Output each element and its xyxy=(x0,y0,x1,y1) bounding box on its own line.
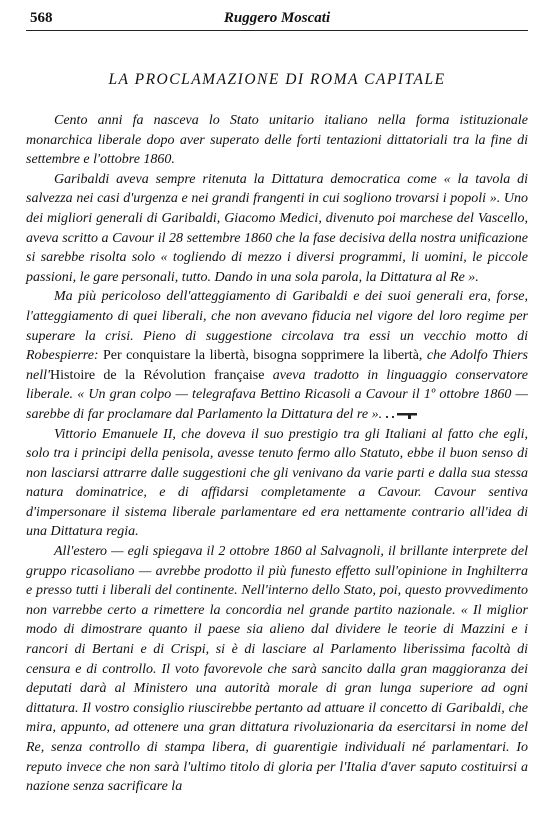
page-number: 568 xyxy=(30,10,53,26)
text-span: Per conquistare la libertà, bisogna sopprimere la libertà, xyxy=(103,348,427,364)
paragraph xyxy=(26,170,528,288)
text-span: All'estero — egli spiegava il 2 ottobre 1860 al Salvagnoli, il brillante interprete del gruppo ricasoliano — avrebbe prodotto il più funesto effetto sull'opinione in Inghilterra e presso tutti i liberali del continente. Nell'interno dello Stato, poi, questo provvedimento non varrebbe certo a rimettere la concordia nel grande partito nazionale. « Il miglior modo di dimostrare quanto il paese sia alieno dal dividere le teorie di Mazzini e i rancori di Bertani e di Crispi, si è di lasciare al Parlamento liberissima facoltà di censura e di controllo. Il voto favorevole che sarà sancito dalla gran maggioranza dei deputati darà al Ministero una autorità morale di gran lunga superiore ad ogni dittatura. Il vostro consiglio riuscirebbe pertanto ad attuare il concetto di Garibaldi, che mira, appunto, ad ottenere una gran dittatura rivoluzionaria da esercitarsi in nome del Re, senza controllo di stampa libera, di guarentigie individuali né parlamentari. Io reputo invece che non sarà l'ultimo titolo di gloria per l'Italia d'aver saputo costituirsi a nazione senza sacrificare la xyxy=(26,544,528,795)
text-span: Vittorio Emanuele II, che doveva il suo prestigio tra gli Italiani al fatto che egli, solo tra i principi della penisola, avesse tenuto fermo allo Statuto, ebbe il buon senso di non lasciarsi attrarre dalle suggestioni che gli venivano da varie parti e dalla sua stessa natura dominatrice, e di affidarsi completamente a Cavour. Cavour sentiva d'impersonare il sistema liberale parlamentare ed era nettamente contrario all'idea di una Dittatura regia. xyxy=(26,426,528,540)
text-span: Garibaldi aveva sempre ritenuta la Dittatura democratica come « la tavola di salvezza nei casi d'urgenza e nei grandi frangenti in cui sogliono trovarsi i popoli ». Uno dei migliori generali di Garibaldi, Giacomo Medici, divenuto poi marchese del Vascello, aveva scritto a Cavour il 28 settembre 1860 che la fase decisiva della nostra unificazione si sarebbe risolta solo « togliendo di mezzo i diversi programmi, li uomini, le piccole passioni, le gare personali, tutto. Dando in una sola parola, la Dittatura al Re ». xyxy=(26,171,528,285)
text-span: Histoire de la Révolution française xyxy=(50,367,273,383)
text-span: Cento anni fa nasceva lo Stato unitario italiano nella forma istituzionale monarchica liberale dopo aver superato delle forti tentazioni dittatoriali tra la fine di settembre e l'ottobre 1860. xyxy=(26,113,528,168)
paragraph xyxy=(26,287,528,424)
chapter-title: LA PROCLAMAZIONE DI ROMA CAPITALE xyxy=(108,71,446,88)
text-span: aveva tradotto in linguaggio conservatore liberale. « Un gran colpo — telegrafava Bettino Ricasoli a Cavour il 1º ottobre 1860 — sarebbe di far proclamare dal Parlamento la Dittatura del re ». xyxy=(26,367,528,422)
paragraph xyxy=(26,542,528,797)
text-span: Ma più pericoloso dell'atteggiamento di Garibaldi e dei suoi generali era, forse, l'atteggiamento di quei liberali, che non avevano fiducia nel vigore del loro regime per superare la crisi. Pieno di suggestione circolava tra essi un vecchio motto di Robespierre: xyxy=(26,289,528,364)
paragraph xyxy=(26,425,528,543)
paragraph xyxy=(26,111,528,170)
pencil-mark-icon xyxy=(384,411,418,419)
text-span: che Adolfo Thiers nell' xyxy=(26,348,529,383)
body-text xyxy=(26,111,528,797)
running-head xyxy=(26,8,528,31)
running-title: Ruggero Moscati xyxy=(223,10,331,26)
